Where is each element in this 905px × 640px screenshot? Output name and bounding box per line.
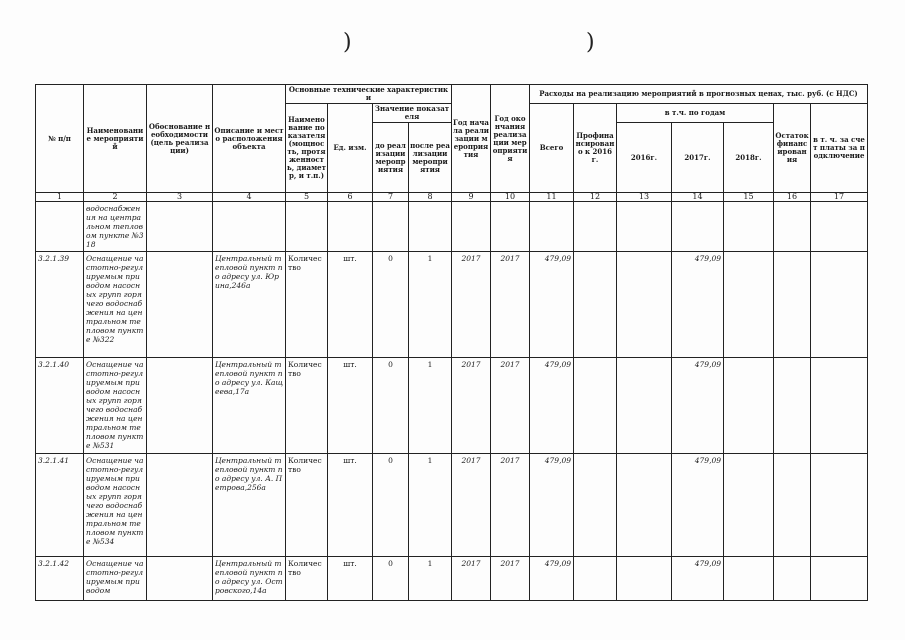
cell-rest: [774, 252, 811, 358]
cell-2016: [617, 557, 672, 601]
col-number: 3: [147, 193, 213, 202]
cell-rest: [774, 454, 811, 557]
cell-basis: [147, 557, 213, 601]
header-group-years: в т.ч. по годам: [617, 104, 774, 123]
cell-after: 1: [409, 252, 452, 358]
cell-after: 1: [409, 557, 452, 601]
cell-total: 479,09: [530, 454, 574, 557]
cell-after: 1: [409, 454, 452, 557]
cell-unit: шт.: [328, 454, 373, 557]
header-fee: в т. ч. за счет платы за подключение: [811, 104, 868, 193]
col-number: 11: [530, 193, 574, 202]
header-group-costs: Расходы на реализацию мероприятий в прогнозных ценах, тыс. руб. (с НДС): [530, 85, 868, 104]
col-number: 9: [452, 193, 491, 202]
cell-financed: [574, 454, 617, 557]
header-description: Описание и место расположения объекта: [213, 85, 286, 193]
header-financed: Профинансировано к 2016 г.: [574, 104, 617, 193]
cell-name: Оснащение частотно-регулируемым приводом насосных групп горячего водоснабжения на центральном тепловом пункте №531: [84, 358, 147, 454]
cell-financed: [574, 358, 617, 454]
cell-2016: [617, 358, 672, 454]
col-number: 14: [672, 193, 724, 202]
header-2017: 2017г.: [672, 123, 724, 193]
cell-desc: Центральный тепловой пункт по адресу ул. Юрина,246а: [213, 252, 286, 358]
cell-total: 479,09: [530, 252, 574, 358]
cell-num: 3.2.1.40: [36, 358, 84, 454]
measures-table: [35, 84, 868, 601]
header-end-year: Год окончания реализации мероприятия: [491, 85, 530, 193]
cell-2017: 479,09: [672, 557, 724, 601]
col-number: 1: [36, 193, 84, 202]
header-2018: 2018г.: [724, 123, 774, 193]
header-before: до реализации мероприятия: [373, 123, 409, 193]
cell-before: 0: [373, 454, 409, 557]
col-number: 10: [491, 193, 530, 202]
cell-num: 3.2.1.42: [36, 557, 84, 601]
cell-total: 479,09: [530, 358, 574, 454]
header-2016: 2016г.: [617, 123, 672, 193]
col-number: 12: [574, 193, 617, 202]
header-name: Наименование мероприятий: [84, 85, 147, 193]
cell-rest: [774, 358, 811, 454]
header-group-values: Значение показателя: [373, 104, 452, 123]
cell-end: 2017: [491, 557, 530, 601]
col-number: 2: [84, 193, 147, 202]
cell-end: 2017: [491, 358, 530, 454]
header-unit: Ед. изм.: [328, 104, 373, 193]
cell-before: 0: [373, 358, 409, 454]
page-mark-left: ): [343, 30, 352, 55]
cell-total: 479,09: [530, 557, 574, 601]
col-number: 13: [617, 193, 672, 202]
cell-desc: Центральный тепловой пункт по адресу ул. А. Петрова,256а: [213, 454, 286, 557]
cell-name: Оснащение частотно-регулируемым приводом: [84, 557, 147, 601]
cell-2018: [724, 358, 774, 454]
cell-indicator: Количество: [286, 252, 328, 358]
page-mark-right: ): [586, 30, 595, 55]
cell-fee: [811, 252, 868, 358]
cell-unit: шт.: [328, 358, 373, 454]
cell-name: Оснащение частотно-регулируемым приводом насосных групп горячего водоснабжения на центральном тепловом пункте №534: [84, 454, 147, 557]
cell-fee: [811, 454, 868, 557]
cell-before: 0: [373, 557, 409, 601]
header-after: после реализации мероприятия: [409, 123, 452, 193]
header-num: № п/п: [36, 85, 84, 193]
header-basis: Обоснование необходимости (цель реализации): [147, 85, 213, 193]
cell-2016: [617, 252, 672, 358]
column-number-row: [36, 193, 868, 202]
cell-name: Оснащение частотно-регулируемым приводом насосных групп горячего водоснабжения на центральном тепловом пункте №322: [84, 252, 147, 358]
col-number: 6: [328, 193, 373, 202]
header-total: Всего: [530, 104, 574, 193]
table-row-continuation: [36, 202, 868, 252]
cell-fee: [811, 557, 868, 601]
cell-end: 2017: [491, 252, 530, 358]
cell-rest: [774, 557, 811, 601]
cell-2018: [724, 557, 774, 601]
col-number: 5: [286, 193, 328, 202]
cell-before: 0: [373, 252, 409, 358]
cell-2018: [724, 454, 774, 557]
cell-num: 3.2.1.39: [36, 252, 84, 358]
cell-financed: [574, 252, 617, 358]
cell-desc: Центральный тепловой пункт по адресу ул. Кащеева,17а: [213, 358, 286, 454]
col-number: 4: [213, 193, 286, 202]
cell-financed: [574, 557, 617, 601]
header-rest: Остаток финансирования: [774, 104, 811, 193]
col-number: 7: [373, 193, 409, 202]
header-start-year: Год начала реализации мероприятия: [452, 85, 491, 193]
cell-2018: [724, 252, 774, 358]
cell-fee: [811, 358, 868, 454]
col-number: 8: [409, 193, 452, 202]
col-number: 17: [811, 193, 868, 202]
cell-2017: 479,09: [672, 252, 724, 358]
col-number: 16: [774, 193, 811, 202]
header-group-tech: Основные технические характеристики: [286, 85, 452, 104]
cell-basis: [147, 252, 213, 358]
cell-indicator: Количество: [286, 557, 328, 601]
cell-start: 2017: [452, 454, 491, 557]
cell-num: 3.2.1.41: [36, 454, 84, 557]
header-indicator: Наименование показателя (мощность, протяженность, диаметр, и т.п.): [286, 104, 328, 193]
cell-end: 2017: [491, 454, 530, 557]
cell-2016: [617, 454, 672, 557]
cell-start: 2017: [452, 557, 491, 601]
cell-desc: Центральный тепловой пункт по адресу ул. Островского,14а: [213, 557, 286, 601]
cell-after: 1: [409, 358, 452, 454]
table-row: [36, 454, 868, 557]
cell-unit: шт.: [328, 252, 373, 358]
cell-indicator: Количество: [286, 358, 328, 454]
cell-unit: шт.: [328, 557, 373, 601]
cell-basis: [147, 454, 213, 557]
cell-start: 2017: [452, 252, 491, 358]
cell-2017: 479,09: [672, 358, 724, 454]
table-row: [36, 557, 868, 601]
table-row: [36, 358, 868, 454]
cell-start: 2017: [452, 358, 491, 454]
col-number: 15: [724, 193, 774, 202]
cell-basis: [147, 358, 213, 454]
cell-name: водоснабжения на центральном тепловом пункте №318: [84, 202, 147, 252]
table-row: [36, 252, 868, 358]
cell-2017: 479,09: [672, 454, 724, 557]
cell-indicator: Количество: [286, 454, 328, 557]
